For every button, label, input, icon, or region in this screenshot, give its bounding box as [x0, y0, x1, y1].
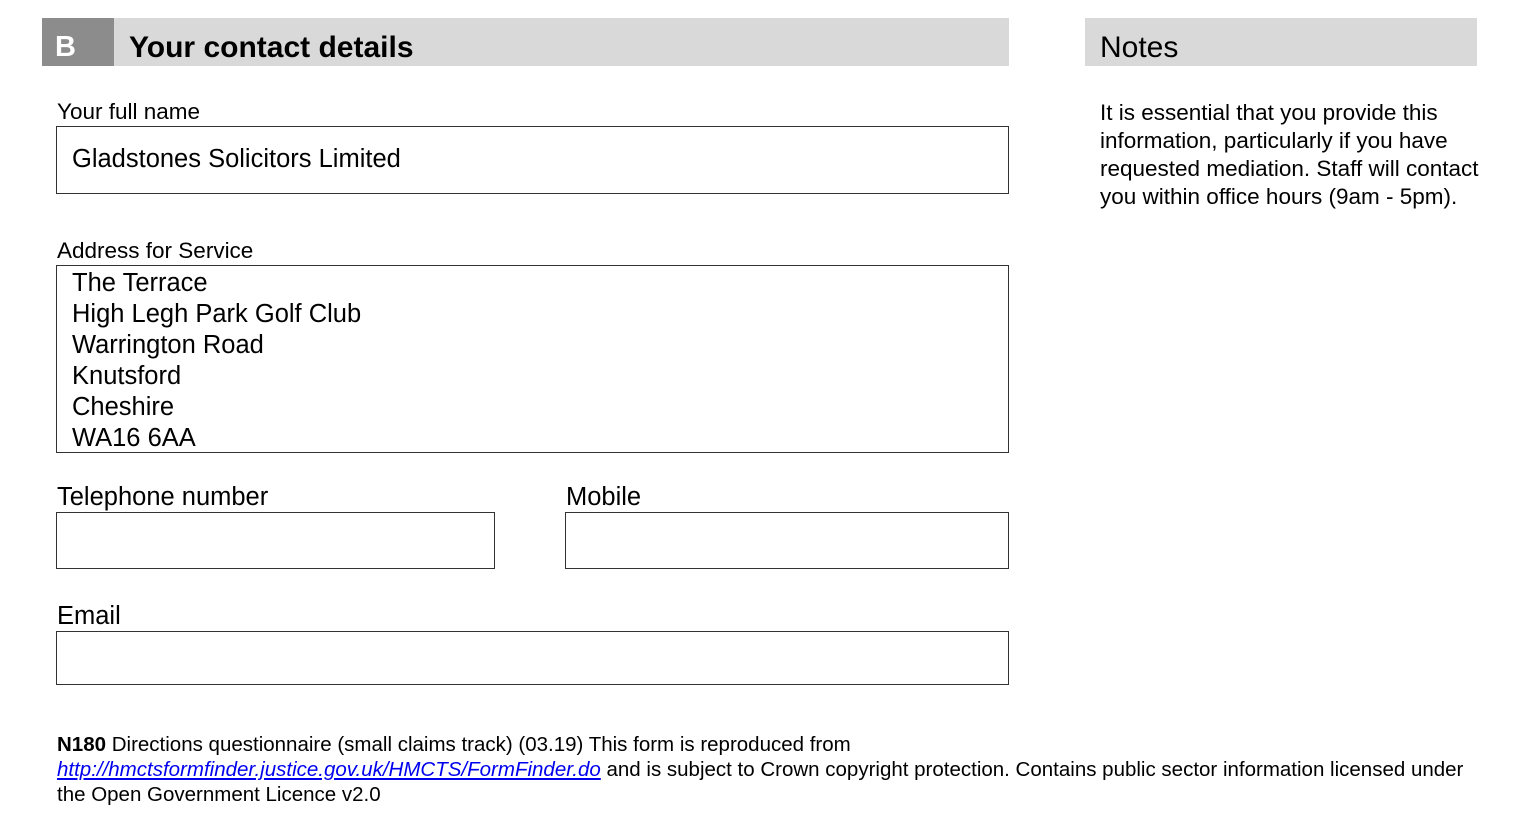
address-line: Cheshire: [72, 393, 175, 421]
notes-title: Notes: [1100, 31, 1179, 64]
mobile-label: Mobile: [566, 483, 642, 511]
email-label: Email: [57, 602, 121, 630]
address-label: Address for Service: [57, 238, 254, 263]
address-line: The Terrace: [72, 269, 208, 297]
notes-header: [1085, 18, 1477, 66]
footer-text-after-link: and is subject to Crown copyright protection. Contains public sector information licensed under the Open Government Licence v2.0: [57, 758, 1464, 806]
full-name-value: Gladstones Solicitors Limited: [72, 145, 401, 173]
telephone-field[interactable]: [56, 512, 495, 569]
form-finder-link[interactable]: http://hmctsformfinder.justice.gov.uk/HMCTS/FormFinder.do: [57, 758, 601, 781]
section-header: [42, 18, 1009, 66]
telephone-label: Telephone number: [57, 483, 269, 511]
address-line: WA16 6AA: [72, 424, 196, 452]
address-line: Warrington Road: [72, 331, 264, 359]
footer-text-before-link: Directions questionnaire (small claims track) (03.19) This form is reproduced from: [106, 733, 851, 756]
section-title: Your contact details: [129, 31, 414, 64]
full-name-field[interactable]: [56, 126, 1009, 194]
mobile-field[interactable]: [565, 512, 1009, 569]
full-name-label: Your full name: [57, 99, 201, 124]
address-line: Knutsford: [72, 362, 182, 390]
notes-text: It is essential that you provide this information, particularly if you have requested mediation. Staff will contact you within office hours (9am - 5pm).: [1100, 100, 1479, 209]
address-field[interactable]: [56, 265, 1009, 453]
address-lines: [72, 268, 361, 454]
email-field[interactable]: [56, 631, 1009, 685]
section-letter: B: [42, 18, 114, 66]
address-line: High Legh Park Golf Club: [72, 300, 362, 328]
footer-notice: [57, 732, 1497, 807]
form-code: N180: [57, 733, 107, 756]
